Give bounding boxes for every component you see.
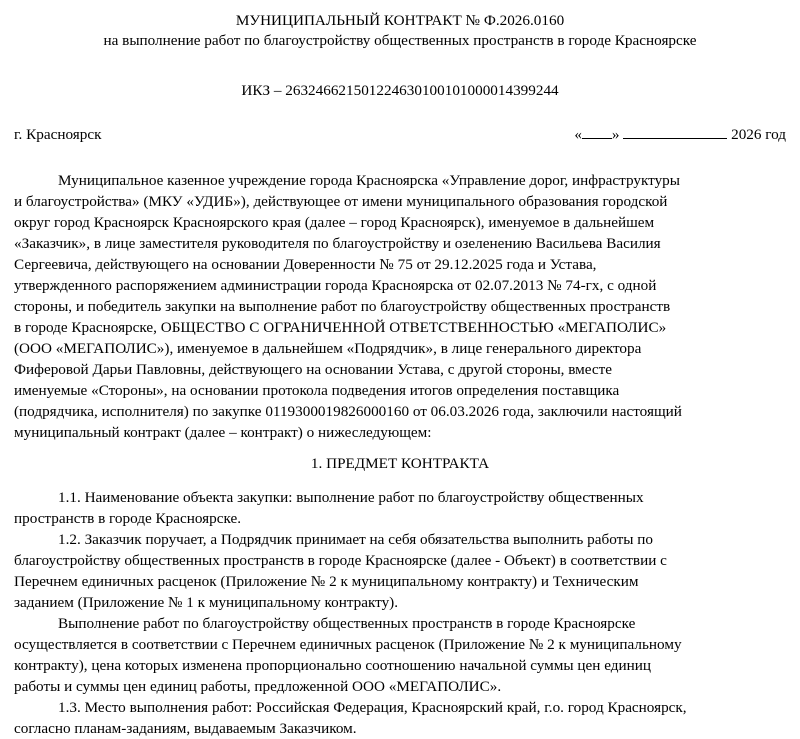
text-line: 1.3. Место выполнения работ: Российская Федерация, Красноярский край, г.о. город Красноярск,	[58, 699, 687, 716]
text-line: контракту), цена которых изменена пропорционально соотношению начальной суммы цен единиц	[14, 657, 651, 674]
day-blank	[582, 124, 612, 139]
clause-1-2-continued	[14, 613, 786, 697]
contract-title: МУНИЦИПАЛЬНЫЙ КОНТРАКТ № Ф.2026.0160	[235, 12, 565, 29]
date-year: 2026 год	[731, 126, 786, 143]
date-open-quote: «	[574, 126, 582, 143]
text-line: работы и суммы цен единиц работы, предложенной ООО «МЕГАПОЛИС».	[14, 678, 502, 695]
text-line: (подрядчика, исполнителя) по закупке 0119300019826000160 от 06.03.2026 года, заключили настоящий	[14, 403, 682, 420]
text-line: в городе Красноярске, ОБЩЕСТВО С ОГРАНИЧЕННОЙ ОТВЕТСТВЕННОСТЬЮ «МЕГАПОЛИС»	[14, 319, 667, 336]
month-blank	[623, 124, 727, 139]
text-line: муниципальный контракт (далее – контракт) о нижеследующем:	[14, 424, 432, 441]
ikz-code: ИКЗ – 263246621501224630100101000014399244	[241, 82, 559, 99]
place-date-row	[14, 124, 786, 145]
text-line: Выполнение работ по благоустройству общественных пространств в городе Красноярске	[58, 615, 636, 632]
text-line: Фиферовой Дарьи Павловны, действующего на основании Устава, с другой стороны, вместе	[14, 361, 613, 378]
text-line: благоустройству общественных пространств в городе Красноярске (далее - Объект) в соответствии с	[14, 552, 667, 569]
city-label: г. Красноярск	[14, 126, 102, 143]
text-line: 1.1. Наименование объекта закупки: выполнение работ по благоустройству общественных	[58, 489, 644, 506]
text-line: пространств в городе Красноярске.	[14, 510, 241, 527]
text-line: (ООО «МЕГАПОЛИС»), именуемое в дальнейшем «Подрядчик», в лице генерального директора	[14, 340, 642, 357]
clause-1-2	[14, 529, 786, 613]
text-line: стороны, и победитель закупки на выполнение работ по благоустройству общественных пространств	[14, 298, 671, 315]
contract-subtitle: на выполнение работ по благоустройству общественных пространств в городе Красноярске	[103, 32, 697, 49]
text-line: Сергеевича, действующего на основании Доверенности № 75 от 29.12.2025 года и Устава,	[14, 256, 597, 273]
date-close-quote: »	[611, 126, 620, 143]
section-1-heading: 1. ПРЕДМЕТ КОНТРАКТА	[310, 455, 490, 472]
text-line: именуемые «Стороны», на основании протокола подведения итогов определения поставщика	[14, 382, 620, 399]
text-line: Муниципальное казенное учреждение города Красноярска «Управление дорог, инфраструктуры	[58, 172, 680, 189]
text-line: согласно планам-заданиям, выдаваемым Заказчиком.	[14, 720, 357, 737]
text-line: и благоустройства» (МКУ «УДИБ»), действующее от имени муниципального образования городской	[14, 193, 668, 210]
intro-paragraph	[14, 170, 786, 443]
text-line: осуществляется в соответствии с Перечнем единичных расценок (Приложение № 2 к муниципальному	[14, 636, 682, 653]
text-line: заданием (Приложение № 1 к муниципальному контракту).	[14, 594, 399, 611]
clause-1-1	[14, 487, 786, 529]
clause-1-3	[14, 697, 786, 739]
text-line: «Заказчик», в лице заместителя руководителя по благоустройству и озеленению Васильева Василия	[14, 235, 661, 252]
text-line: 1.2. Заказчик поручает, а Подрядчик принимает на себя обязательства выполнить работы по	[58, 531, 653, 548]
contract-date	[574, 124, 786, 145]
text-line: округ город Красноярск Красноярского края (далее – город Красноярск), именуемое в дальнейшем	[14, 214, 655, 231]
text-line: Перечнем единичных расценок (Приложение № 2 к муниципальному контракту) и Техническим	[14, 573, 639, 590]
text-line: утвержденного распоряжением администрации города Красноярска от 02.07.2013 № 74-гх, с одной	[14, 277, 657, 294]
